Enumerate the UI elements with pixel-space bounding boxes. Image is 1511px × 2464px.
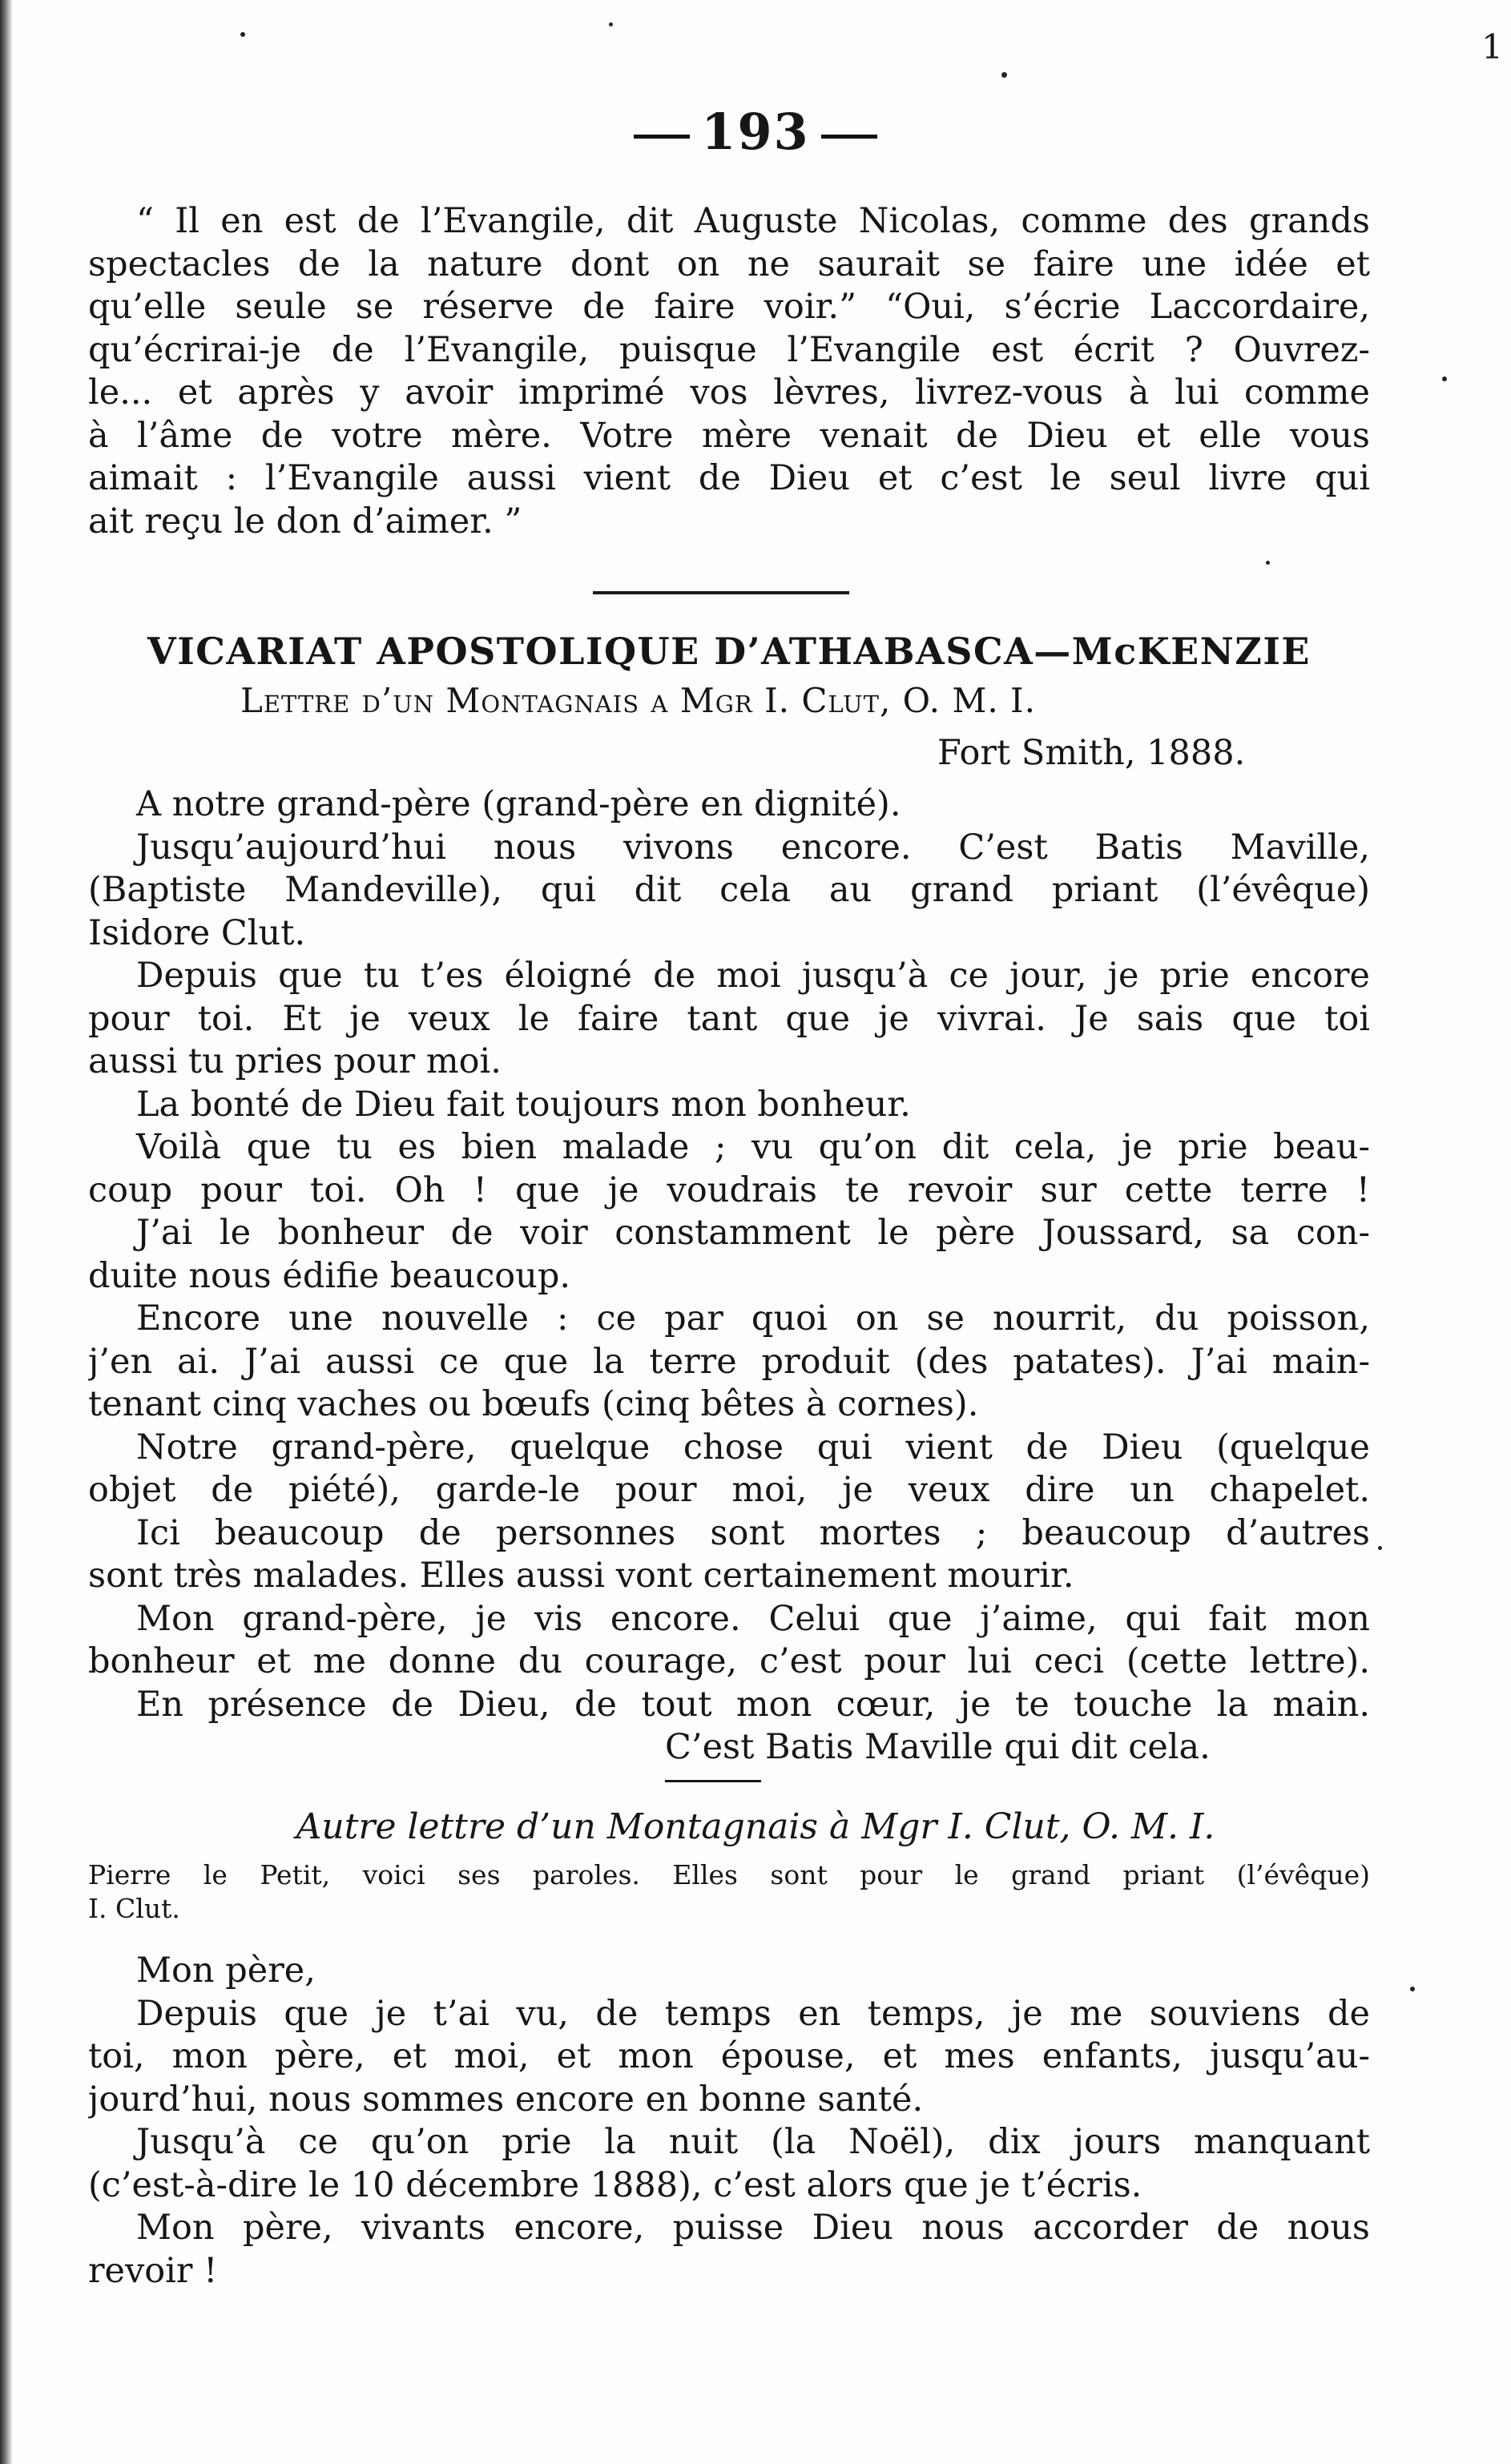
text-line: Mon père, vivants encore, puisse Dieu nous accorder de nous [136, 2208, 1370, 2248]
corner-number: 1 [1481, 27, 1503, 66]
page-number-text: 193 [701, 103, 810, 161]
text-line: A notre grand-père (grand-père en dignité). [136, 784, 901, 824]
text-line: sont très malades. Elles aussi vont certainement mourir. [88, 1556, 1074, 1596]
text-line: Jusqu’à ce qu’on prie la nuit (la Noël), dix jours manquant [136, 2122, 1370, 2162]
page-edge-shadow [0, 0, 13, 2464]
text-line: En présence de Dieu, de tout mon cœur, je te touche la main. [136, 1684, 1370, 1725]
text-line: ait reçu le don d’aimer. ” [88, 501, 522, 542]
text-line: Voilà que tu es bien malade ; vu qu’on dit cela, je prie beau- [136, 1127, 1370, 1167]
scan-speck [1001, 72, 1007, 78]
text-line: jourd’hui, nous sommes encore en bonne santé. [88, 2079, 924, 2120]
scan-speck [1266, 561, 1270, 565]
text-line: C’est Batis Maville qui dit cela. [665, 1727, 1211, 1767]
text-line: aimait : l’Evangile aussi vient de Dieu et c’est le seul livre qui [88, 458, 1370, 498]
text-line: J’ai le bonheur de voir constamment le père Joussard, sa con- [136, 1213, 1370, 1253]
scan-speck [240, 32, 245, 37]
text-line: tenant cinq vaches ou bœufs (cinq bêtes à cornes). [88, 1384, 979, 1424]
text-line: Mon grand-père, je vis encore. Celui que j’aime, qui fait mon [136, 1598, 1370, 1639]
text-line: Notre grand-père, quelque chose qui vient de Dieu (quelque [136, 1427, 1370, 1468]
text-line: j’en ai. J’ai aussi ce que la terre produit (des patates). J’ai main- [88, 1341, 1370, 1382]
scan-speck [1410, 1987, 1415, 1991]
page-number [0, 103, 1511, 161]
text-line: Isidore Clut. [88, 912, 306, 953]
section-heading: VICARIAT APOSTOLIQUE D’ATHABASCA—McKENZIE [147, 630, 1311, 673]
scan-speck [1442, 376, 1447, 381]
text-line: objet de piété), garde-le pour moi, je veux dire un chapelet. [88, 1470, 1370, 1510]
intro-line: Pierre le Petit, voici ses paroles. Elles sont pour le grand priant (l’évêque) [88, 1859, 1370, 1890]
text-line: Depuis que je t’ai vu, de temps en temps, je me souviens de [136, 1993, 1370, 2034]
letter-divider-rule [665, 1780, 761, 1782]
first-letter [88, 783, 1370, 1769]
text-line: bonheur et me donne du courage, c’est pour lui ceci (cette lettre). [88, 1641, 1370, 1681]
text-line: toi, mon père, et moi, et mon épouse, et mes enfants, jusqu’au- [88, 2036, 1370, 2076]
text-line: “ Il en est de l’Evangile, dit Auguste Nicolas, comme des grands [136, 201, 1370, 241]
scan-speck [609, 22, 613, 26]
text-line: (c’est-à-dire le 10 décembre 1888), c’est alors que je t’écris. [88, 2164, 1142, 2205]
text-line: Jusqu’aujourd’hui nous vivons encore. C’est Batis Maville, [136, 827, 1370, 868]
intro-line: I. Clut. [88, 1893, 180, 1924]
text-line: revoir ! [88, 2250, 218, 2291]
second-letter-title: Autre lettre d’un Montagnais à Mgr I. Clut, O. M. I. [296, 1806, 1215, 1847]
second-letter [88, 1950, 1370, 2293]
scan-speck [1378, 1546, 1382, 1550]
text-line: (Baptiste Mandeville), qui dit cela au grand priant (l’évêque) [88, 870, 1370, 910]
text-line: pour toi. Et je veux le faire tant que je vivrai. Je sais que toi [88, 998, 1370, 1039]
text-line: Ici beaucoup de personnes sont mortes ; beaucoup d’autres [136, 1512, 1370, 1553]
text-line: coup pour toi. Oh ! que je voudrais te revoir sur cette terre ! [88, 1170, 1370, 1210]
place-date-line: Fort Smith, 1888. [937, 733, 1246, 773]
text-line: Mon père, [136, 1951, 316, 1991]
text-line: La bonté de Dieu fait toujours mon bonheur. [136, 1084, 911, 1125]
second-letter-intro [88, 1858, 1370, 1926]
text-line: spectacles de la nature dont on ne saurait se faire une idée et [88, 244, 1370, 284]
text-line: à l’âme de votre mère. Votre mère venait de Dieu et elle vous [88, 415, 1370, 456]
quote-paragraph [88, 200, 1370, 543]
letter-subheading: Lettre d’un Montagnais a Mgr I. Clut, O. M. I. [240, 681, 1036, 720]
text-line: Encore une nouvelle : ce par quoi on se nourrit, du poisson, [136, 1298, 1370, 1339]
text-line: Depuis que tu t’es éloigné de moi jusqu’à ce jour, je prie encore [136, 956, 1370, 996]
text-line: qu’elle seule se réserve de faire voir.” “Oui, s’écrie Laccordaire, [88, 287, 1370, 327]
text-line: qu’écrirai-je de l’Evangile, puisque l’Evangile est écrit ? Ouvrez- [88, 329, 1370, 370]
section-divider-rule [593, 591, 849, 594]
text-line: duite nous édifie beaucoup. [88, 1255, 571, 1296]
text-line: aussi tu pries pour moi. [88, 1041, 502, 1081]
text-line: le... et après y avoir imprimé vos lèvres, livrez-vous à lui comme [88, 372, 1370, 413]
